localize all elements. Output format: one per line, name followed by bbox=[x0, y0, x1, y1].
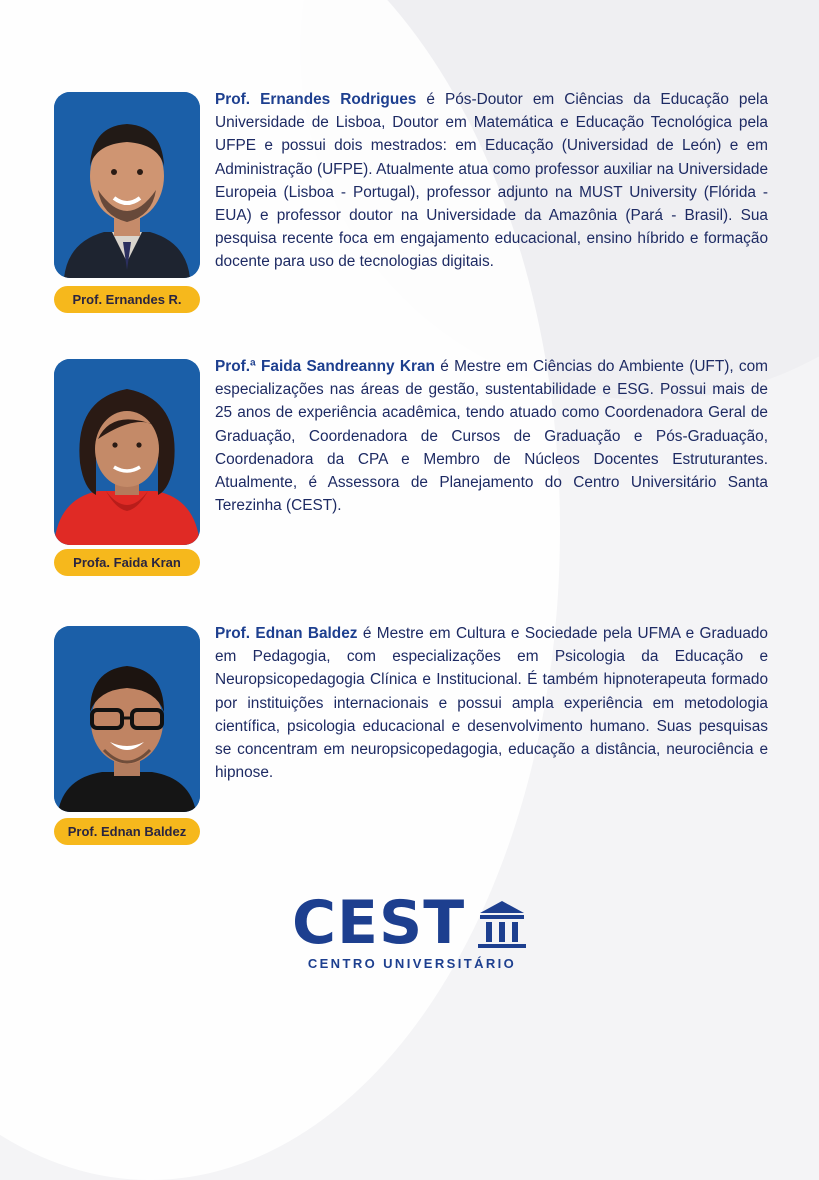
logo-wordmark: CEST bbox=[292, 888, 466, 958]
profile-description: é Pós-Doutor em Ciências da Educação pela Universidade de Lisboa, Doutor em Matemática e Educação Tecnológica pela UFPE e possui dois mestrados: em Educação (Universidad de León) e em Administração (UFPE). Atualmente atua como professor auxiliar na Universidade Europeia (Lisboa - Portugal), professor adjunto na MUST University (Flórida - EUA) e professor doutor na Universidade da Amazônia (Pará - Brasil). Sua pesquisa recente foca em engajamento educacional, ensino híbrido e formação docente para uso de tecnologias digitais. bbox=[215, 91, 769, 271]
profile-photo bbox=[54, 359, 200, 545]
profile-bio bbox=[215, 355, 768, 517]
profile-bio bbox=[215, 622, 768, 784]
logo-subtitle: CENTRO UNIVERSITÁRIO bbox=[307, 956, 517, 971]
cest-logo bbox=[292, 888, 532, 971]
profile-name: Prof.ª Faida Sandreanny Kran bbox=[215, 358, 435, 375]
profile-bio bbox=[215, 88, 768, 274]
profile-description: é Mestre em Ciências do Ambiente (UFT), com especializações nas áreas de gestão, sustentabilidade e ESG. Possui mais de 25 anos de experiência acadêmica, tendo atuado como Coordenadora Geral de Graduação, Coordenadora de Cursos de Graduação e Pós-Graduação, Coordenadora da CPA e Membro de Núcleos Docentes Estruturantes. Atualmente, é Assessora de Planejamento do Centro Universitário Santa Terezinha (CEST). bbox=[215, 358, 768, 515]
profile-badge: Prof. Ednan Baldez bbox=[54, 818, 200, 845]
university-columns-icon bbox=[476, 897, 528, 949]
profile-description: é Mestre em Cultura e Sociedade pela UFMA e Graduado em Pedagogia, com especializações em Psicologia da Educação e Neuropsicopedagogia Clínica e Institucional. É também hipnoterapeuta formado por instituições internacionais e possui ampla experiência em metodologia científica, psicologia educacional e desenvolvimento humano. Suas pesquisas se concentram em neuropsicopedagogia, educação a distância, neurociência e hipnose. bbox=[215, 625, 768, 782]
profile-photo bbox=[54, 92, 200, 278]
profile-name: Prof. Ernandes Rodrigues bbox=[215, 91, 417, 108]
profile-badge: Profa. Faida Kran bbox=[54, 549, 200, 576]
profile-name: Prof. Ednan Baldez bbox=[215, 625, 358, 642]
profile-photo bbox=[54, 626, 200, 812]
profile-badge: Prof. Ernandes R. bbox=[54, 286, 200, 313]
